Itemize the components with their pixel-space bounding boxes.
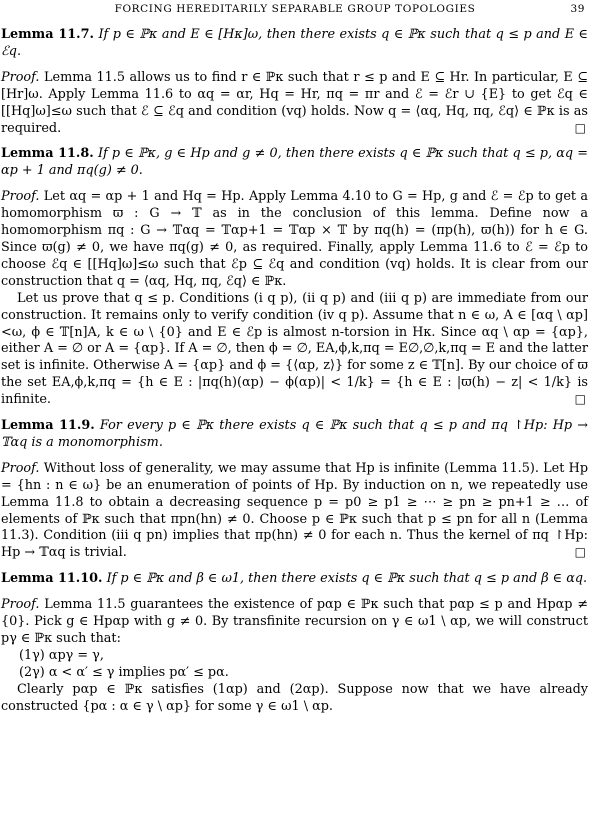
lemma-statement: If p ∈ ℙκ, g ∈ Hp and g ≠ 0, then there exists q ∈ ℙκ such that q ≤ p, αq = αp + 1 and πq(g) ≠ 0. — [1, 146, 589, 179]
proof-11-10-continued — [1, 682, 588, 716]
lemma-label: Lemma 11.7. — [1, 27, 95, 42]
lemma-11-8 — [1, 146, 588, 180]
lemma-label: Lemma 11.10. — [1, 571, 103, 587]
proof-11-8-continued — [1, 291, 588, 409]
proof-text: Clearly pαp ∈ ℙκ satisfies (1αp) and (2αp). Suppose now that we have already constructed {pα : α ∈ γ \ αp} for some γ ∈ ω1 \ αp. — [1, 681, 588, 714]
running-head — [0, 3, 590, 15]
lemma-11-9 — [1, 418, 588, 452]
page-number: 39 — [570, 3, 585, 15]
lemma-label: Lemma 11.9. — [1, 418, 95, 434]
condition-1: (1γ) αpγ = γ, — [19, 647, 104, 663]
proof-text: Let αq = αp + 1 and Hq = Hp. Apply Lemma 4.10 to G = Hp, g and ℰ = ℰp to get a homomorphism ϖ : G → 𝕋 as in the conclusion of this lemma. Define now a homomorphism πq : G → 𝕋αq = 𝕋αp+1 = 𝕋αp × 𝕋 by πq(h) = (πp(h), ϖ(h)) for h ∈ G. Since ϖ(g) ≠ 0, we have πq(g) ≠ 0, as required. Finally, apply Lemma 11.6 to ℰ = ℰp to choose ℰq ∈ [[Hq]ω]≤ω such that ℰp ⊆ ℰq and condition (vq) holds. It is clear from our construction that q = ⟨αq, Hq, πq, ℰq⟩ ∈ ℙκ. — [1, 189, 588, 289]
proof-11-10 — [1, 597, 588, 648]
proof-11-7 — [1, 70, 588, 138]
proof-text: Let us prove that q ≤ p. Conditions (i q p), (ii q p) and (iii q p) are immediate from our construction. It remains only to verify condition (iv q p). Assume that n ∈ ω, A ∈ [αq \ αp]<ω, ϕ ∈ 𝕋[n]A, k ∈ ω \ {0} and E ∈ ℰp is almost n-torsion in Hκ. Since αq \ αp = {αp}, either A = ∅ or A = {αp}. If A = ∅, then ϕ = ∅, EA,ϕ,k,πq = E∅,∅,k,πq = E and the latter set is infinite. Otherwise A = {αp} and ϕ = {⟨αp, z⟩} for some z ∈ 𝕋[n]. By our choice of ϖ the set EA,ϕ,k,πq = {h ∈ E : |πq(h)(αp) − ϕ(αp)| < 1/k} = {h ∈ E : |ϖ(h) − z| < 1/k} is infinite. — [1, 290, 588, 408]
qed-icon: □ — [574, 545, 586, 560]
proof-text: Without loss of generality, we may assume that Hp is infinite (Lemma 11.5). Let Hp = {hn : n ∈ ω} be an enumeration of points of Hp. By induction on n, we repeatedly use Lemma 11.8 to obtain a decreasing sequence p = p0 ≥ p1 ≥ ⋯ ≥ pn ≥ pn+1 ≥ … of elements of ℙκ such that πpn(hn) ≠ 0. Choose p ∈ ℙκ such that p ≤ pn for all n (Lemma 11.3). Condition (iii q pn) implies that πp(hn) ≠ 0 for each n. Thus the kernel of πq ↾Hp: Hp → 𝕋αq is trivial. — [1, 460, 589, 561]
proof-text: Lemma 11.5 allows us to find r ∈ ℙκ such that r ≤ p and E ⊆ Hr. In particular, E ⊆ [Hr]ω. Apply Lemma 11.6 to αq = αr, Hq = Hr, πq = πr and ℰ = ℰr ∪ {E} to get ℰq ∈ [[Hq]ω]≤ω such that ℰ ⊆ ℰq and condition (vq) holds. Now q = ⟨αq, Hq, πq, ℰq⟩ ∈ ℙκ is as required. — [1, 69, 588, 136]
lemma-statement: If p ∈ ℙκ and β ∈ ω1, then there exists q ∈ ℙκ such that q ≤ p and β ∈ αq. — [106, 571, 588, 587]
proof-11-8 — [1, 189, 588, 290]
proof-label: Proof. — [1, 597, 40, 613]
proof-11-9 — [1, 461, 588, 562]
running-head-text: FORCING HEREDITARILY SEPARABLE GROUP TOPOLOGIES — [114, 3, 476, 15]
condition-2: (2γ) α < α′ ≤ γ implies pα′ ≤ pα. — [19, 664, 229, 680]
lemma-11-10 — [1, 571, 588, 588]
lemma-11-7 — [1, 27, 588, 61]
proof-label: Proof. — [1, 69, 40, 85]
main-content — [1, 27, 588, 716]
page-header — [0, 3, 590, 17]
qed-icon: □ — [574, 120, 586, 135]
proof-label: Proof. — [1, 189, 40, 205]
lemma-statement: For every p ∈ ℙκ there exists q ∈ ℙκ such that q ≤ p and πq ↾Hp: Hp → 𝕋αq is a monomorphism. — [1, 418, 589, 450]
qed-icon: □ — [574, 392, 586, 407]
proof-text: Lemma 11.5 guarantees the existence of pαp ∈ ℙκ such that pαp ≤ p and Hpαp ≠ {0}. Pick g ∈ Hpαp with g ≠ 0. By transfinite recursion on γ ∈ ω1 \ αp, we will construct pγ ∈ ℙκ such that: — [1, 597, 588, 646]
proof-label: Proof. — [1, 460, 40, 476]
lemma-statement: If p ∈ ℙκ and E ∈ [Hκ]ω, then there exists q ∈ ℙκ such that q ≤ p and E ∈ ℰq. — [1, 27, 588, 59]
lemma-label: Lemma 11.8. — [1, 146, 94, 162]
